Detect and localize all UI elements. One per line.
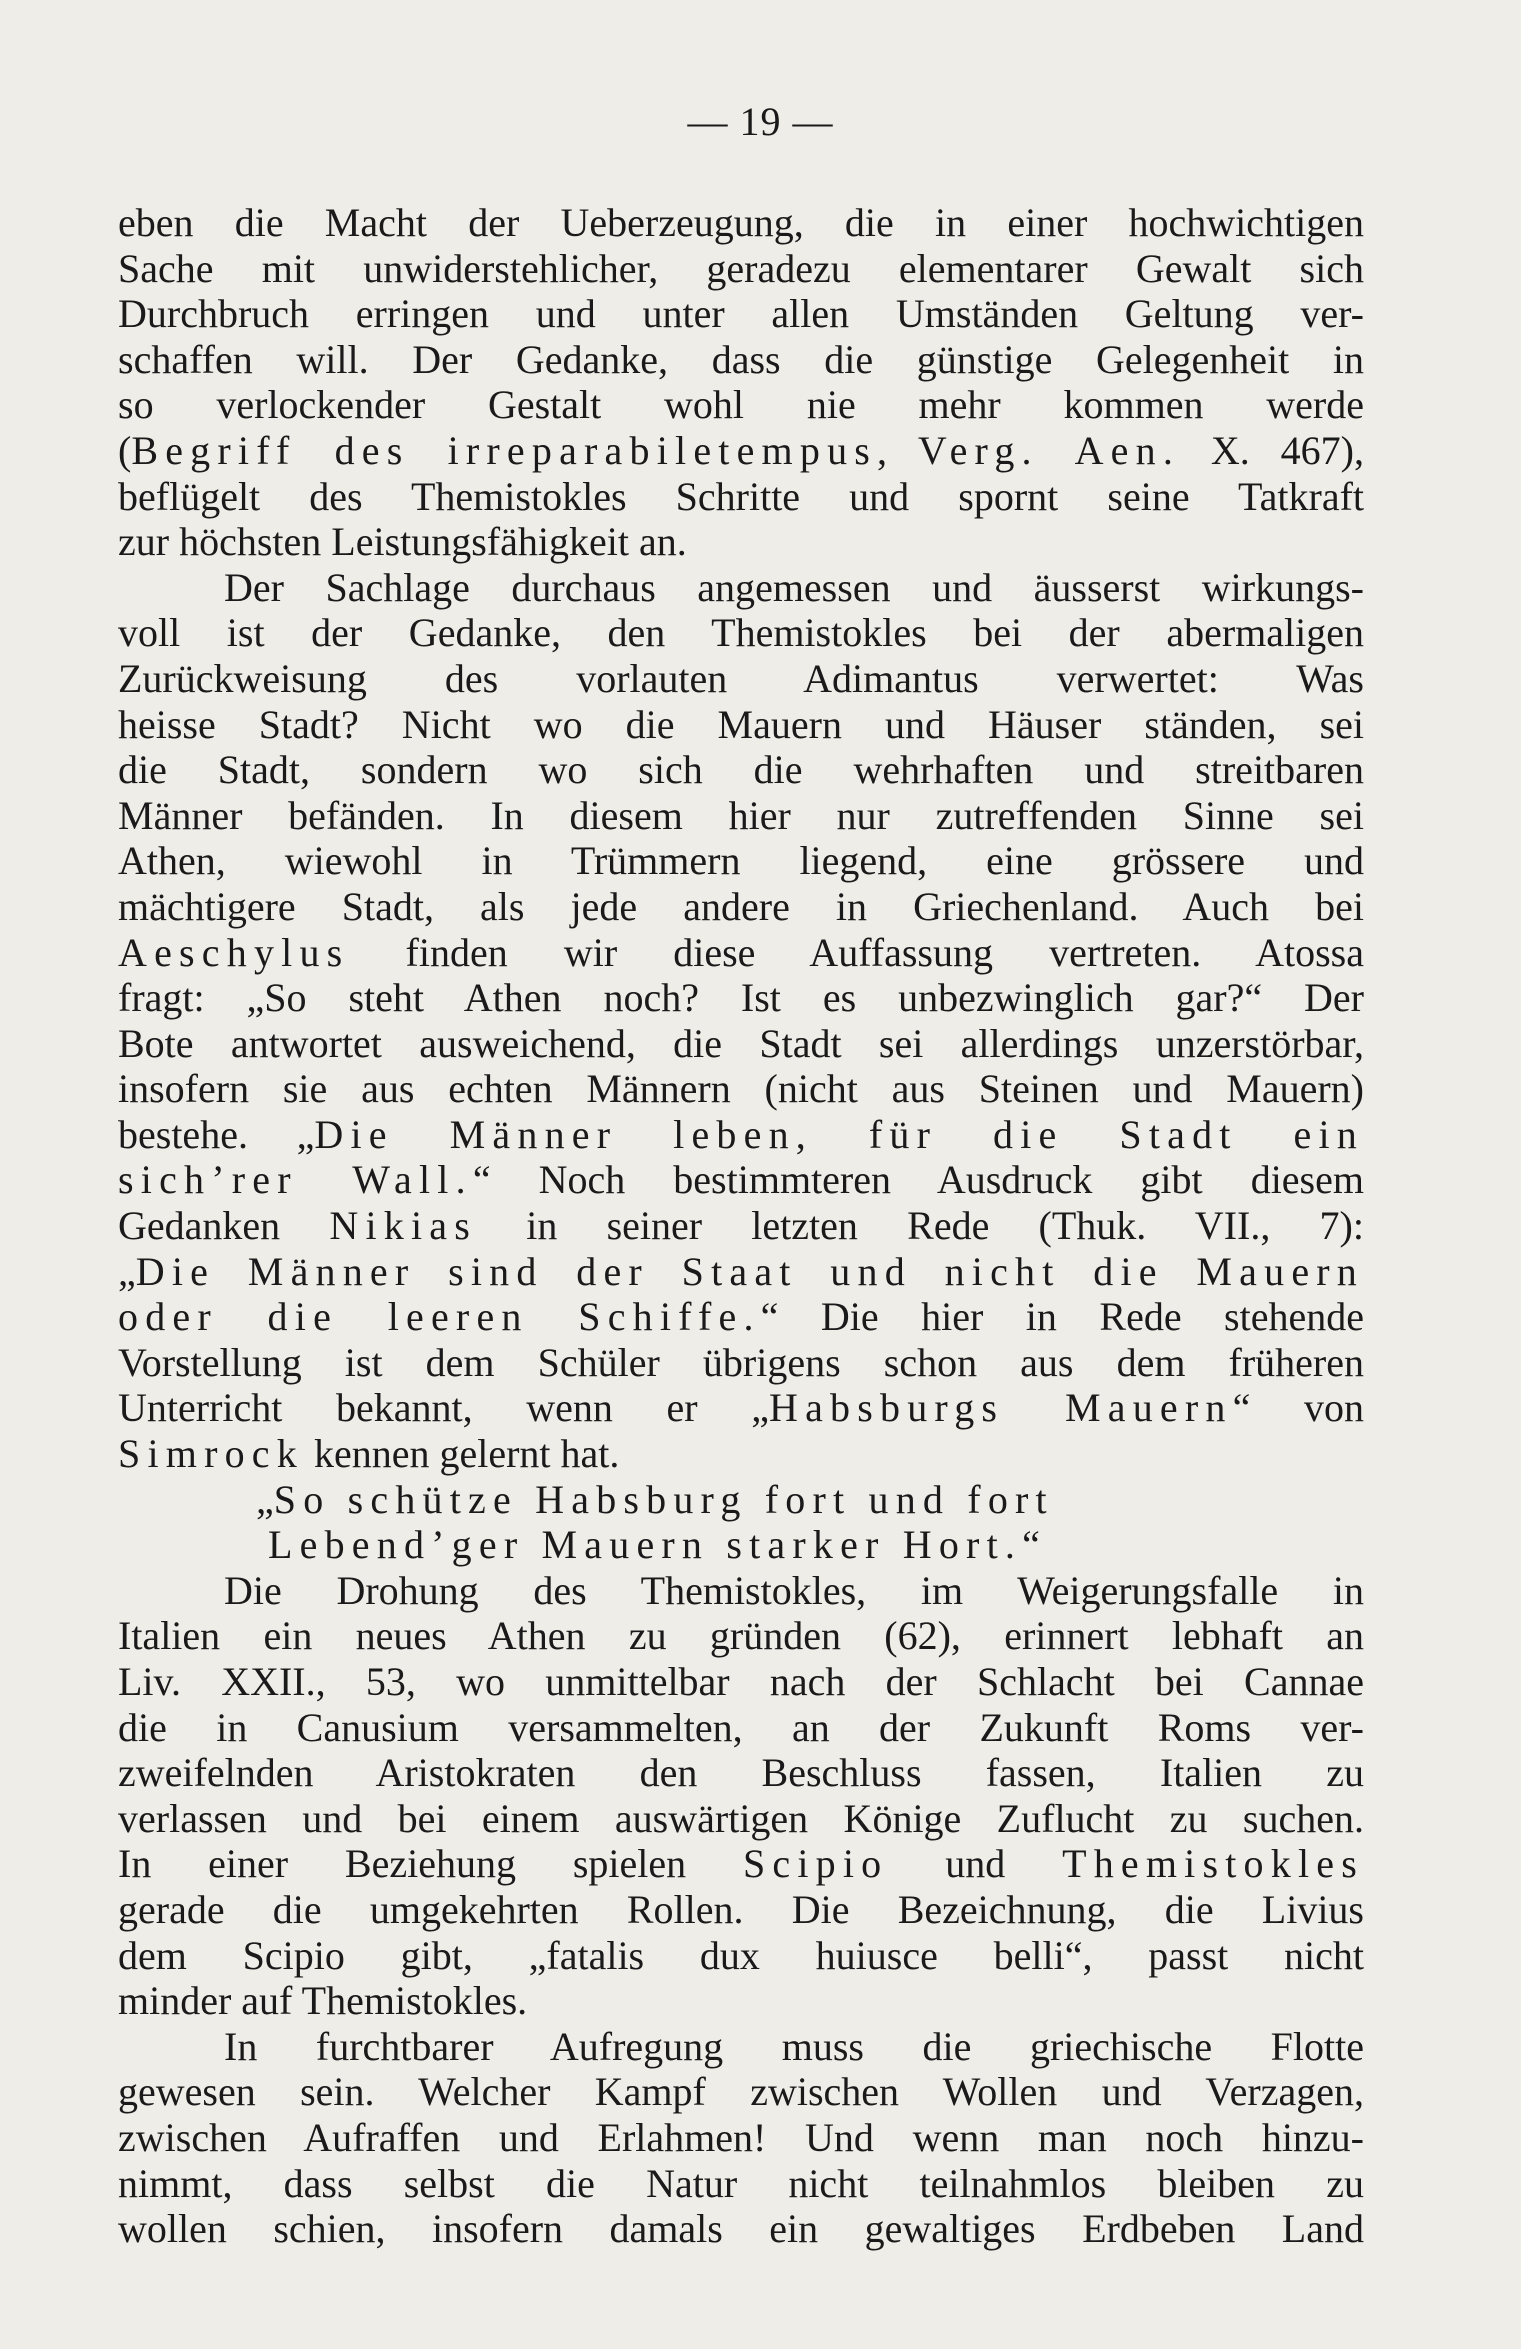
spaced-emphasis: Scipio [742, 1841, 889, 1887]
text-line: dem Scipio gibt, „fatalis dux huiusce belli“, passt nicht [118, 1932, 1364, 1978]
text-line: In einer Beziehung spielen Scipio und Themistokles [118, 1841, 1364, 1887]
spaced-emphasis: Habsburgs Mauern [769, 1385, 1233, 1431]
text-line: zur höchsten Leistungsfähigkeit an. [118, 519, 687, 565]
text-line: zwischen Aufraffen und Erlahmen! Und wenn man noch hinzu- [118, 2114, 1364, 2160]
text-line: Athen, wiewohl in Trümmern liegend, eine grössere und [118, 838, 1364, 884]
spaced-emphasis: Die Männer leben, für die Stadt ein [314, 1111, 1364, 1157]
text-line: zweifelnden Aristokraten den Beschluss fassen, Italien zu [118, 1750, 1364, 1796]
text-line: so verlockender Gestalt wohl nie mehr kommen werde [118, 382, 1364, 428]
text-line: Gedanken Nikias in seiner letzten Rede (Thuk. VII., 7): [118, 1203, 1364, 1249]
verse-line: Lebend’ger Mauern starker Hort.“ [268, 1522, 1040, 1568]
text-line: Durchbruch erringen und unter allen Umständen Geltung ver- [118, 291, 1364, 337]
text-line: sich’rer Wall.“ Noch bestimmteren Ausdruck gibt diesem [118, 1157, 1364, 1203]
spaced-emphasis: Verg. Aen. [917, 427, 1181, 473]
text-line: Die Drohung des Themistokles, im Weigerungsfalle in [224, 1567, 1364, 1613]
text-line: wollen schien, insofern damals ein gewaltiges Erdbeben Land [118, 2206, 1364, 2252]
text-line: schaffen will. Der Gedanke, dass die günstige Gelegenheit in [118, 336, 1364, 382]
text-line: Liv. XXII., 53, wo unmittelbar nach der Schlacht bei Cannae [118, 1659, 1364, 1704]
text-line: Sache mit unwiderstehlicher, geradezu elementarer Gewalt sich [118, 245, 1364, 291]
spaced-emphasis: So schütze Habsburg fort und fort [273, 1476, 1054, 1522]
text-line: eben die Macht der Ueberzeugung, die in einer hochwichtigen [118, 200, 1364, 245]
spaced-emphasis: Begriff des irreparabiletempus [131, 427, 878, 473]
text-line: gerade die umgekehrten Rollen. Die Bezeichnung, die Livius [118, 1886, 1364, 1932]
text-line: heisse Stadt? Nicht wo die Mauern und Häuser ständen, sei [118, 701, 1364, 747]
text-line: minder auf Themistokles. [118, 1978, 528, 2024]
spaced-emphasis: Simrock [118, 1431, 304, 1477]
spaced-emphasis: Die Männer sind der Staat und nicht die Mauern [135, 1248, 1364, 1294]
text-line: verlassen und bei einem auswärtigen Könige Zuflucht zu suchen. [118, 1795, 1364, 1841]
text-line: In furchtbarer Aufregung muss die griechische Flotte [224, 2023, 1364, 2069]
text-line: Unterricht bekannt, wenn er „Habsburgs Mauern“ von [118, 1385, 1364, 1431]
text-line: gewesen sein. Welcher Kampf zwischen Wollen und Verzagen, [118, 2069, 1364, 2115]
text-line: bestehe. „Die Männer leben, für die Stadt ein [118, 1111, 1364, 1157]
text-line: die Stadt, sondern wo sich die wehrhaften und streitbaren [118, 747, 1364, 793]
text-line: nimmt, dass selbst die Natur nicht teilnahmlos bleiben zu [118, 2160, 1364, 2206]
text-line: Aeschylus finden wir diese Auffassung vertreten. Atossa [118, 929, 1364, 975]
spaced-emphasis: Themistokles [1062, 1841, 1364, 1887]
verse-line: „So schütze Habsburg fort und fort [256, 1476, 1054, 1522]
text-line: „Die Männer sind der Staat und nicht die Mauern [118, 1248, 1364, 1294]
text-line: insofern sie aus echten Männern (nicht aus Steinen und Mauern) [118, 1066, 1364, 1112]
text-line: die in Canusium versammelten, an der Zukunft Roms ver- [118, 1704, 1364, 1750]
text-line: Zurückweisung des vorlauten Adimantus verwertet: Was [118, 655, 1364, 701]
text-line: Der Sachlage durchaus angemessen und äusserst wirkungs- [224, 564, 1364, 610]
spaced-emphasis: Nikias [329, 1203, 478, 1249]
page-number: — 19 — [687, 99, 834, 144]
text-line: fragt: „So steht Athen noch? Ist es unbezwinglich gar?“ Der [118, 975, 1364, 1021]
spaced-emphasis: Aeschylus [118, 929, 350, 975]
spaced-emphasis: oder die leeren Schiffe. [118, 1294, 761, 1340]
text-line: Bote antwortet ausweichend, die Stadt sei allerdings unzerstörbar, [118, 1020, 1364, 1066]
text-line: Italien ein neues Athen zu gründen (62), erinnert lebhaft an [118, 1613, 1364, 1659]
spaced-emphasis: sich’rer Wall. [118, 1157, 473, 1203]
text-line: beflügelt des Themistokles Schritte und spornt seine Tatkraft [118, 473, 1364, 519]
text-line: Vorstellung ist dem Schüler übrigens schon aus dem früheren [118, 1339, 1364, 1385]
spaced-emphasis: Lebend’ger Mauern starker Hort. [268, 1522, 1023, 1568]
text-line: voll ist der Gedanke, den Themistokles bei der abermaligen [118, 610, 1364, 656]
text-line: (Begriff des irreparabiletempus, Verg. Aen. X. 467), [118, 427, 1364, 473]
body-text [118, 200, 1364, 2252]
text-line: mächtigere Stadt, als jede andere in Griechenland. Auch bei [118, 883, 1364, 929]
text-line: Simrock kennen gelernt hat. [118, 1431, 620, 1477]
text-line: Männer befänden. In diesem hier nur zutreffenden Sinne sei [118, 792, 1364, 838]
text-line: oder die leeren Schiffe.“ Die hier in Rede stehende [118, 1294, 1364, 1340]
